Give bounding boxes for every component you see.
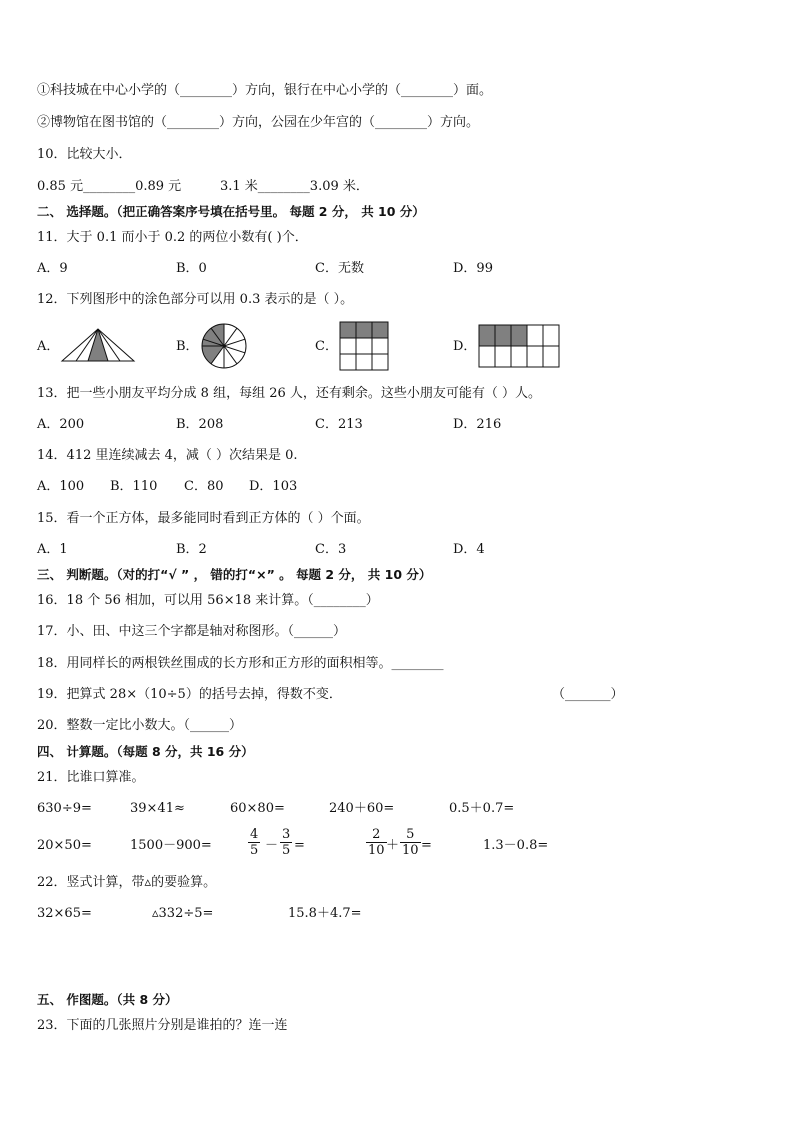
plus-sign: ＋ [386, 838, 400, 853]
q15-option-a[interactable]: A．1 [37, 542, 68, 557]
grid-5x2-figure [478, 324, 560, 368]
q21-item: 20×50= [37, 838, 92, 853]
q22-item: 15.8＋4.7= [288, 906, 362, 921]
q13-text: 13．把一些小朋友平均分成 8 组，每组 26 人，还有剩余。这些小朋友可能有（ ）人。 [37, 386, 542, 401]
q12-option-d-label[interactable]: D． [453, 339, 477, 354]
q21-item: 0.5＋0.7= [449, 801, 515, 816]
q19-answer-blank[interactable]: （_______） [552, 687, 624, 702]
q22-item: ▵332÷5= [152, 906, 214, 921]
q9-line2: ②博物馆在图书馆的（________）方向，公园在少年宫的（________）方向。 [37, 115, 480, 130]
q15-option-c[interactable]: C．3 [315, 542, 347, 557]
numerator: 4 [250, 827, 259, 842]
q14-text: 14．412 里连续减去 4，减（ ）次结果是 0. [37, 448, 298, 463]
q13-option-d[interactable]: D．216 [453, 417, 502, 432]
q21-title: 21．比谁口算准。 [37, 770, 145, 785]
q14-option-b[interactable]: B．110 [110, 479, 158, 494]
q13-option-b[interactable]: B．208 [176, 417, 224, 432]
numerator: 5 [400, 827, 421, 843]
numerator: 3 [282, 827, 291, 842]
denominator: 10 [402, 843, 419, 858]
q11-option-c[interactable]: C．无数 [315, 261, 364, 276]
q23-text: 23．下面的几张照片分别是谁拍的？连一连 [37, 1018, 288, 1033]
fraction [366, 827, 387, 858]
q10-item1: 0.85 元________0.89 元 [37, 179, 182, 194]
q21-item: 60×80= [230, 801, 285, 816]
q21-item: 1500－900= [130, 838, 212, 853]
q15-option-b[interactable]: B．2 [176, 542, 207, 557]
q21-item: 240＋60= [329, 801, 395, 816]
triangle-figure [60, 327, 136, 363]
q14-option-a[interactable]: A．100 [37, 479, 85, 494]
numerator: 2 [366, 827, 387, 843]
grid-3x3-figure [339, 321, 389, 371]
q12-option-a-label[interactable]: A． [37, 339, 60, 354]
q11-option-b[interactable]: B．0 [176, 261, 207, 276]
fraction [280, 827, 292, 858]
q12-option-b-label[interactable]: B． [176, 339, 199, 354]
q11-option-d[interactable]: D．99 [453, 261, 493, 276]
q14-option-c[interactable]: C．80 [184, 479, 224, 494]
q21-item: 630÷9= [37, 801, 92, 816]
q22-title: 22．竖式计算，带▵的要验算。 [37, 875, 217, 890]
minus-sign: － [265, 838, 279, 853]
q12-option-c-label[interactable]: C． [315, 339, 338, 354]
equals-sign: = [421, 838, 432, 853]
q9-line1: ①科技城在中心小学的（________）方向，银行在中心小学的（________）面。 [37, 83, 493, 98]
section3-heading: 三、 判断题。（对的打“√ ” ， 错的打“×” 。 每题 2 分， 共 10 分） [37, 567, 432, 582]
denominator: 10 [368, 843, 385, 858]
denominator: 5 [282, 843, 291, 858]
q13-option-a[interactable]: A．200 [37, 417, 85, 432]
section4-heading: 四、 计算题。（每题 8 分，共 16 分） [37, 744, 254, 759]
q21-item: 1.3－0.8= [483, 838, 549, 853]
q18-text: 18．用同样长的两根铁丝围成的长方形和正方形的面积相等。________ [37, 656, 444, 671]
q21-item: 39×41≈ [130, 801, 185, 816]
circle-figure [201, 323, 247, 369]
q16-text: 16．18 个 56 相加，可以用 56×18 来计算。（________） [37, 593, 379, 608]
section2-heading: 二、 选择题。（把正确答案序号填在括号里。 每题 2 分， 共 10 分） [37, 204, 425, 219]
q11-option-a[interactable]: A．9 [37, 261, 68, 276]
q12-text: 12．下列图形中的涂色部分可以用 0.3 表示的是（ ）。 [37, 292, 354, 307]
q20-text: 20．整数一定比小数大。（______） [37, 718, 243, 733]
q15-text: 15．看一个正方体，最多能同时看到正方体的（ ）个面。 [37, 511, 370, 526]
q22-item: 32×65= [37, 906, 92, 921]
q10-item2: 3.1 米________3.09 米． [220, 179, 369, 194]
fraction [248, 827, 260, 858]
q17-text: 17．小、田、中这三个字都是轴对称图形。（______） [37, 624, 347, 639]
section5-heading: 五、 作图题。（共 8 分） [37, 992, 178, 1007]
q13-option-c[interactable]: C．213 [315, 417, 363, 432]
denominator: 5 [250, 843, 259, 858]
q19-text: 19．把算式 28×（10÷5）的括号去掉，得数不变． [37, 687, 342, 702]
q15-option-d[interactable]: D．4 [453, 542, 485, 557]
q14-option-d[interactable]: D．103 [249, 479, 298, 494]
q11-text: 11．大于 0.1 而小于 0.2 的两位小数有( )个． [37, 230, 308, 245]
fraction [400, 827, 421, 858]
q10-title: 10．比较大小． [37, 147, 132, 162]
equals-sign: = [294, 838, 305, 853]
